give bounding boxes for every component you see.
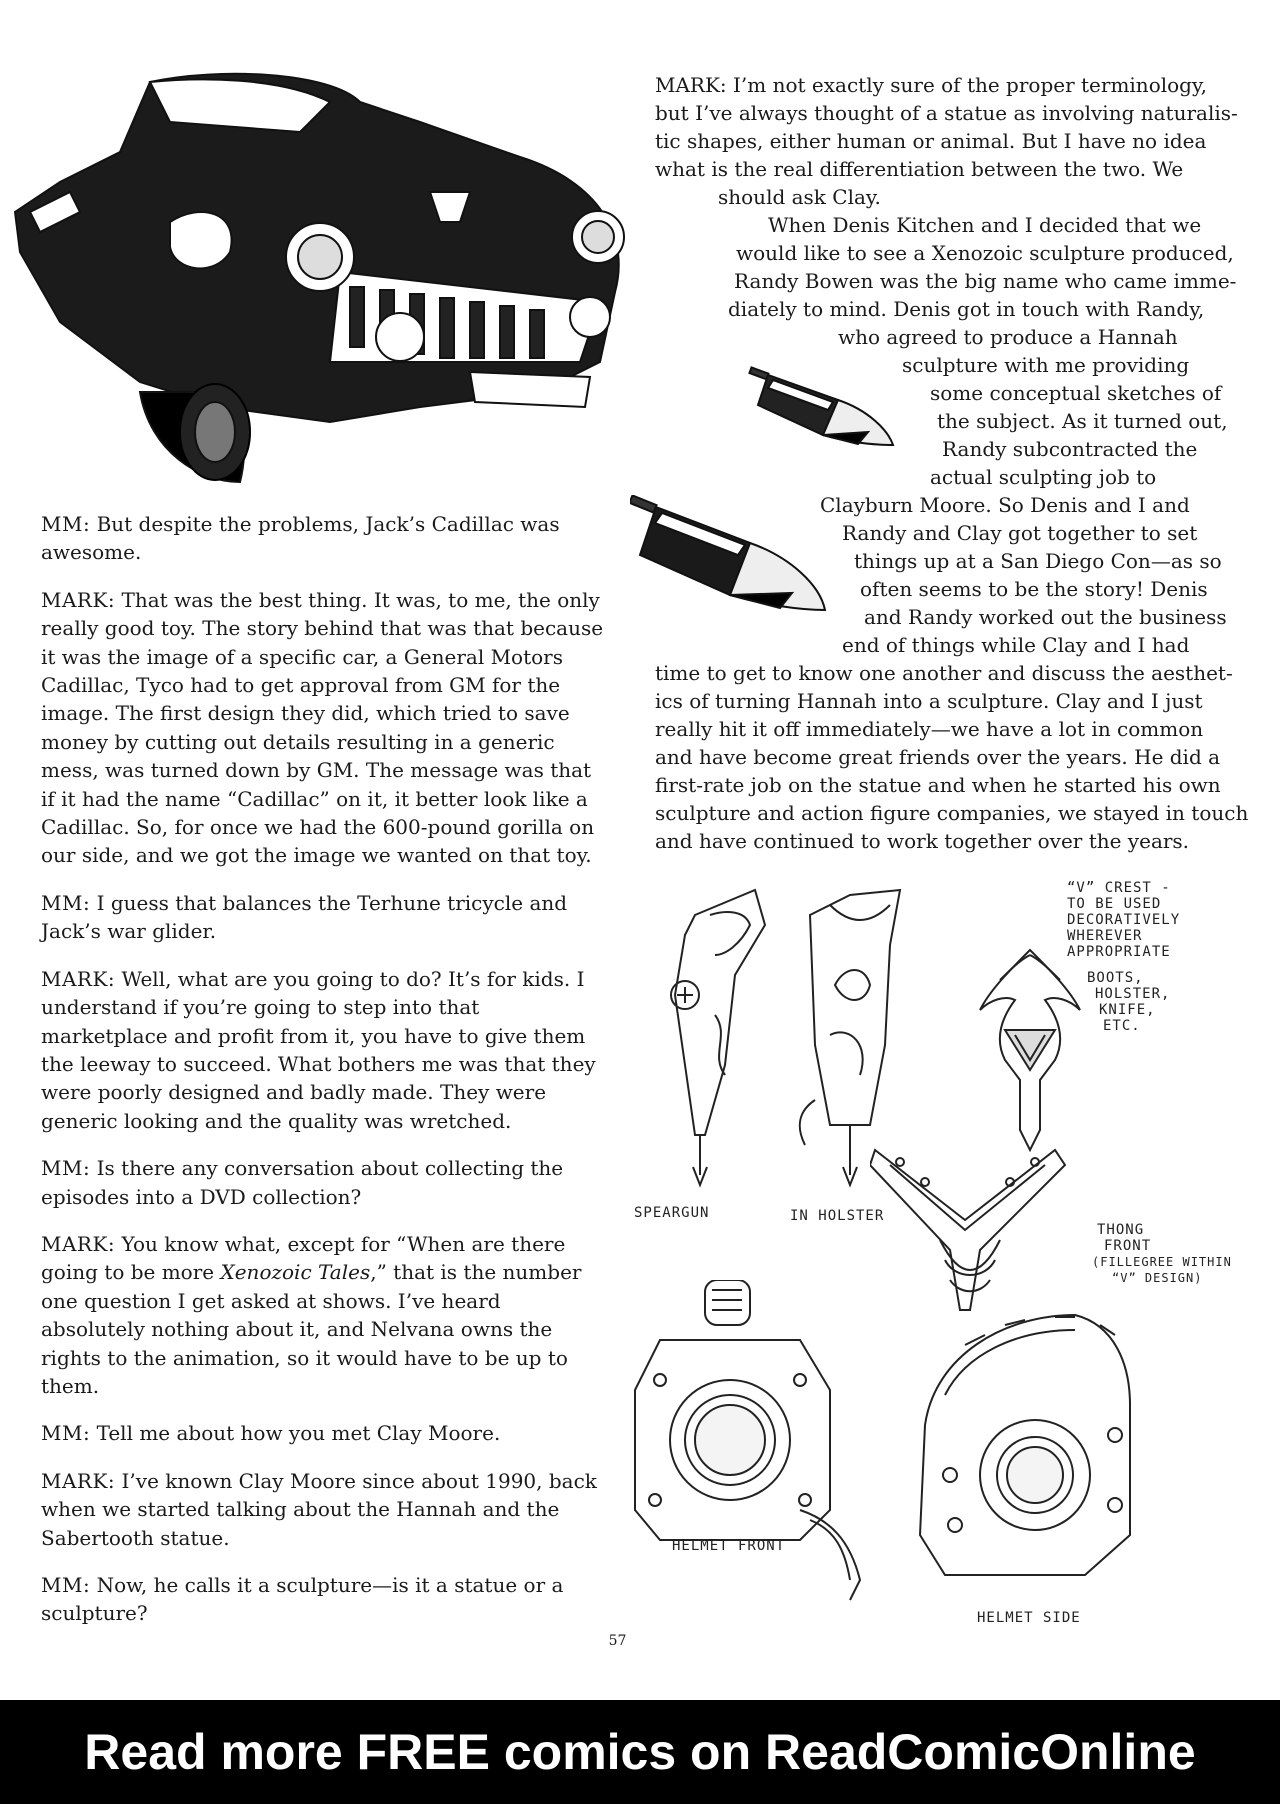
page-number: 57 bbox=[608, 1633, 627, 1649]
right-line: things up at a San Diego Con—as so bbox=[854, 549, 1222, 573]
right-line: should ask Clay. bbox=[718, 185, 881, 209]
right-line: the subject. As it turned out, bbox=[937, 409, 1228, 433]
helmet-front-sketch bbox=[630, 1280, 870, 1620]
paragraph-8 bbox=[41, 1467, 606, 1552]
thong-front-sketch bbox=[870, 1140, 1070, 1320]
right-line: and have become great friends over the years. He did a bbox=[655, 745, 1221, 769]
crest-note-line: BOOTS, bbox=[1087, 970, 1144, 986]
right-line: actual sculpting job to bbox=[930, 465, 1157, 489]
right-line: Clayburn Moore. So Denis and I and bbox=[820, 493, 1190, 517]
right-line: When Denis Kitchen and I decided that we bbox=[768, 213, 1202, 237]
crest-note-line: KNIFE, bbox=[1099, 1002, 1156, 1018]
crest-note-line: APPROPRIATE bbox=[1067, 944, 1171, 960]
paragraph-text: Now, he calls it a sculpture—is it a statue or a sculpture? bbox=[41, 1573, 564, 1626]
paragraph-text: But despite the problems, Jack’s Cadillac was awesome. bbox=[41, 512, 560, 565]
right-line: Randy Bowen was the big name who came imme- bbox=[734, 269, 1237, 293]
right-line: sculpture with me providing bbox=[902, 353, 1190, 377]
paragraph-3 bbox=[41, 889, 606, 946]
right-line: really hit it off immediately—we have a lot in common bbox=[655, 717, 1204, 741]
right-line: diately to mind. Denis got in touch with Randy, bbox=[728, 297, 1205, 321]
paragraph-text: Tell me about how you met Clay Moore. bbox=[96, 1421, 501, 1446]
crest-note bbox=[1067, 880, 1180, 1034]
paragraph-4 bbox=[41, 965, 606, 1135]
paragraph-text: I’ve known Clay Moore since about 1990, back when we started talking about the Hannah and the Sabertooth statue. bbox=[41, 1468, 597, 1550]
helmet-side-label: HELMET SIDE bbox=[977, 1610, 1081, 1626]
paragraph-7 bbox=[41, 1419, 606, 1447]
paragraph-text: That was the best thing. It was, to me, the only really good toy. The story behind that was that because it was the image of a specific car, a General Motors Cadillac, Tyco had to get approval from GM for the image. The first design they did, which tried to save money by cutting out details resulting in a generic mess, was turned down by GM. The message was that if it had the name “Cadillac” on it, it better look like a Cadillac. So, for once we had the 600-pound gorilla on our side, and we got the image we wanted on that toy. bbox=[41, 587, 604, 868]
holster-label: IN HOLSTER bbox=[790, 1208, 885, 1224]
paragraph-6 bbox=[41, 1230, 606, 1400]
crest-note-line: DECORATIVELY bbox=[1067, 912, 1181, 928]
left-column bbox=[41, 510, 606, 1628]
title-italic: Xenozoic Tales bbox=[220, 1260, 371, 1285]
footer-banner[interactable] bbox=[0, 1700, 1280, 1804]
speaker-label: MM: bbox=[41, 1156, 91, 1181]
thong-note-line: THONG bbox=[1097, 1222, 1145, 1238]
right-line: ics of turning Hannah into a sculpture. Clay and I just bbox=[655, 689, 1203, 713]
right-line: Randy subcontracted the bbox=[942, 437, 1198, 461]
right-line: and Randy worked out the business bbox=[864, 605, 1227, 629]
right-line: MARK: I’m not exactly sure of the proper terminology, bbox=[655, 73, 1207, 97]
paragraph-text: You know what, except for “When are there going to be more bbox=[41, 1231, 566, 1285]
speaker-label: MARK: bbox=[41, 1468, 116, 1493]
cylinder-gadget-small bbox=[748, 360, 898, 450]
helmet-side-sketch bbox=[905, 1305, 1145, 1615]
paragraph-2 bbox=[41, 586, 606, 870]
speargun-label: SPEARGUN bbox=[634, 1205, 710, 1221]
speaker-label: MM: bbox=[41, 512, 91, 536]
crest-note-line: WHEREVER bbox=[1067, 928, 1143, 944]
right-line: often seems to be the story! Denis bbox=[860, 577, 1208, 601]
crest-note-line: “V” CREST - bbox=[1067, 880, 1171, 896]
right-line: but I’ve always thought of a statue as involving naturalis- bbox=[655, 101, 1238, 125]
paragraph-5 bbox=[41, 1154, 606, 1211]
paragraph-9 bbox=[41, 1571, 606, 1628]
paragraph-1 bbox=[41, 510, 606, 567]
crest-note-line: HOLSTER, bbox=[1095, 986, 1171, 1002]
speaker-label: MARK: bbox=[41, 587, 116, 612]
cylinder-gadget-large bbox=[630, 495, 830, 615]
right-line: Randy and Clay got together to set bbox=[842, 521, 1198, 545]
right-line: what is the real differentiation between the two. We bbox=[655, 157, 1184, 181]
thong-note bbox=[1092, 1222, 1232, 1286]
right-line: time to get to know one another and discuss the aesthet- bbox=[655, 661, 1233, 685]
speargun-sketch bbox=[655, 885, 770, 1195]
right-line: would like to see a Xenozoic sculpture produced, bbox=[736, 241, 1234, 265]
crest-note-line: TO BE USED bbox=[1067, 896, 1162, 912]
helmet-front-label: HELMET FRONT bbox=[672, 1538, 786, 1554]
crest-note-line: ETC. bbox=[1103, 1018, 1141, 1034]
thong-note-line: “V” DESIGN) bbox=[1112, 1271, 1203, 1285]
thong-note-line: (FILLEGREE WITHIN bbox=[1092, 1255, 1232, 1269]
right-line: end of things while Clay and I had bbox=[842, 633, 1190, 657]
paragraph-text: I guess that balances the Terhune tricycle and Jack’s war glider. bbox=[41, 890, 568, 944]
cadillac-illustration bbox=[0, 62, 640, 507]
footer-banner-text: Read more FREE comics on ReadComicOnline bbox=[84, 1724, 1196, 1780]
speaker-label: MM: bbox=[41, 890, 91, 915]
speaker-label: MM: bbox=[41, 1421, 91, 1446]
speaker-label: MM: bbox=[41, 1573, 91, 1597]
speaker-label: MARK: bbox=[41, 966, 116, 991]
right-line: tic shapes, either human or animal. But I have no idea bbox=[655, 129, 1207, 153]
speaker-label: MARK: bbox=[41, 1231, 116, 1256]
right-line: sculpture and action figure companies, we stayed in touch bbox=[655, 801, 1249, 825]
paragraph-text: Is there any conversation about collecting the episodes into a DVD collection? bbox=[41, 1156, 564, 1209]
thong-note-line: FRONT bbox=[1104, 1238, 1152, 1254]
paragraph-text: ,” that is the number one question I get asked at shows. I’ve heard absolutely nothing about it, and Nelvana owns the rights to the animation, so it would have to be up to them. bbox=[41, 1260, 582, 1398]
right-line: who agreed to produce a Hannah bbox=[838, 325, 1178, 349]
right-line: some conceptual sketches of bbox=[930, 381, 1222, 405]
right-line: first-rate job on the statue and when he started his own bbox=[655, 773, 1221, 797]
paragraph-text: Well, what are you going to do? It’s for kids. I understand if you’re going to step into that marketplace and profit from it, you have to give them the leeway to succeed. What bothers me was that they were poorly designed and badly made. They were generic looking and the quality was wretched. bbox=[41, 966, 596, 1133]
right-line: and have continued to work together over the years. bbox=[655, 829, 1190, 853]
